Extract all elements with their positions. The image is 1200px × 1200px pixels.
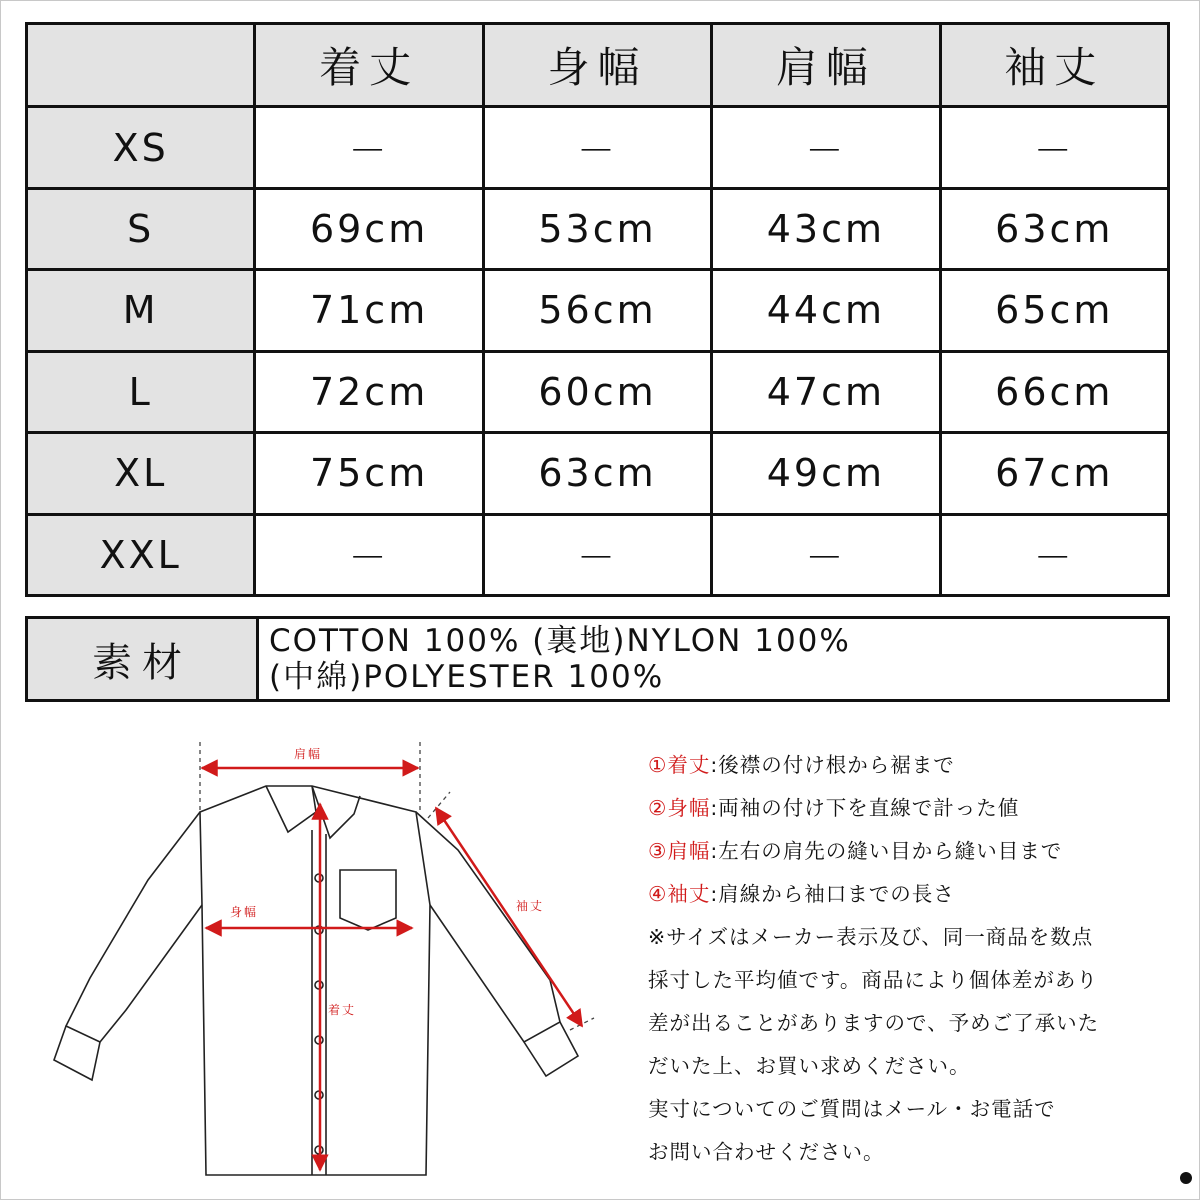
shoulder-label: 肩幅 [294, 747, 323, 761]
sleeve-arrow [436, 808, 582, 1026]
header-chest: 身幅 [483, 24, 711, 107]
cell-chest: 56cm [483, 270, 711, 351]
cell-shoulder: 43cm [712, 188, 940, 269]
note-definition: ②身幅:両袖の付け下を直線で計った値 [648, 796, 1020, 820]
cell-sleeve: 67cm [940, 433, 1168, 514]
size-label: XL [27, 433, 255, 514]
sleeve-label: 袖丈 [516, 899, 545, 913]
cell-chest: 60cm [483, 351, 711, 432]
shirt-measurement-diagram [30, 730, 610, 1190]
cell-length: － [255, 514, 483, 595]
note-definition: ①着丈:後襟の付け根から裾まで [648, 753, 955, 777]
size-label: L [27, 351, 255, 432]
note-line: 実寸についてのご質問はメール・お電話で [648, 1097, 1056, 1121]
length-label: 着丈 [328, 1003, 357, 1017]
note-definition: ④袖丈:肩線から袖口までの長さ [648, 882, 955, 906]
cell-length: 71cm [255, 270, 483, 351]
cell-sleeve: － [940, 514, 1168, 595]
measurement-notes [648, 744, 1188, 1174]
table-row [27, 433, 1169, 514]
material-line-2: (中綿)POLYESTER 100% [269, 659, 665, 695]
shirt-outline [54, 786, 578, 1175]
corner-cell [27, 24, 255, 107]
size-table-header-row [27, 24, 1169, 107]
header-shoulder: 肩幅 [712, 24, 940, 107]
material-label: 素材 [27, 618, 258, 701]
note-line: ※サイズはメーカー表示及び、同一商品を数点 [648, 925, 1094, 949]
cell-length: 75cm [255, 433, 483, 514]
corner-dot [1180, 1172, 1192, 1184]
cell-shoulder: － [712, 107, 940, 188]
cell-sleeve: 63cm [940, 188, 1168, 269]
cell-length: － [255, 107, 483, 188]
note-line: お問い合わせください。 [648, 1140, 885, 1164]
header-sleeve: 袖丈 [940, 24, 1168, 107]
header-length: 着丈 [255, 24, 483, 107]
table-row [27, 351, 1169, 432]
cell-chest: － [483, 514, 711, 595]
material-value [258, 618, 1169, 701]
table-row [27, 514, 1169, 595]
size-table [25, 22, 1170, 597]
cell-sleeve: － [940, 107, 1168, 188]
chest-label: 身幅 [230, 905, 259, 919]
table-row [27, 107, 1169, 188]
cell-length: 72cm [255, 351, 483, 432]
cell-shoulder: 49cm [712, 433, 940, 514]
cell-chest: 63cm [483, 433, 711, 514]
note-line: 採寸した平均値です。商品により個体差があり [648, 968, 1098, 992]
size-label: XS [27, 107, 255, 188]
cell-shoulder: 44cm [712, 270, 940, 351]
cell-shoulder: － [712, 514, 940, 595]
cell-length: 69cm [255, 188, 483, 269]
size-label: M [27, 270, 255, 351]
cell-shoulder: 47cm [712, 351, 940, 432]
table-row [27, 188, 1169, 269]
note-line: だいた上、お買い求めください。 [648, 1054, 971, 1078]
cell-sleeve: 65cm [940, 270, 1168, 351]
note-definition: ③肩幅:左右の肩先の縫い目から縫い目まで [648, 839, 1063, 863]
size-label: XXL [27, 514, 255, 595]
cell-chest: 53cm [483, 188, 711, 269]
size-label: S [27, 188, 255, 269]
material-line-1: COTTON 100% (裏地)NYLON 100% [269, 623, 851, 659]
note-line: 差が出ることがありますので、予めご了承いた [648, 1011, 1100, 1035]
cell-chest: － [483, 107, 711, 188]
cell-sleeve: 66cm [940, 351, 1168, 432]
material-table [25, 616, 1170, 702]
table-row [27, 270, 1169, 351]
